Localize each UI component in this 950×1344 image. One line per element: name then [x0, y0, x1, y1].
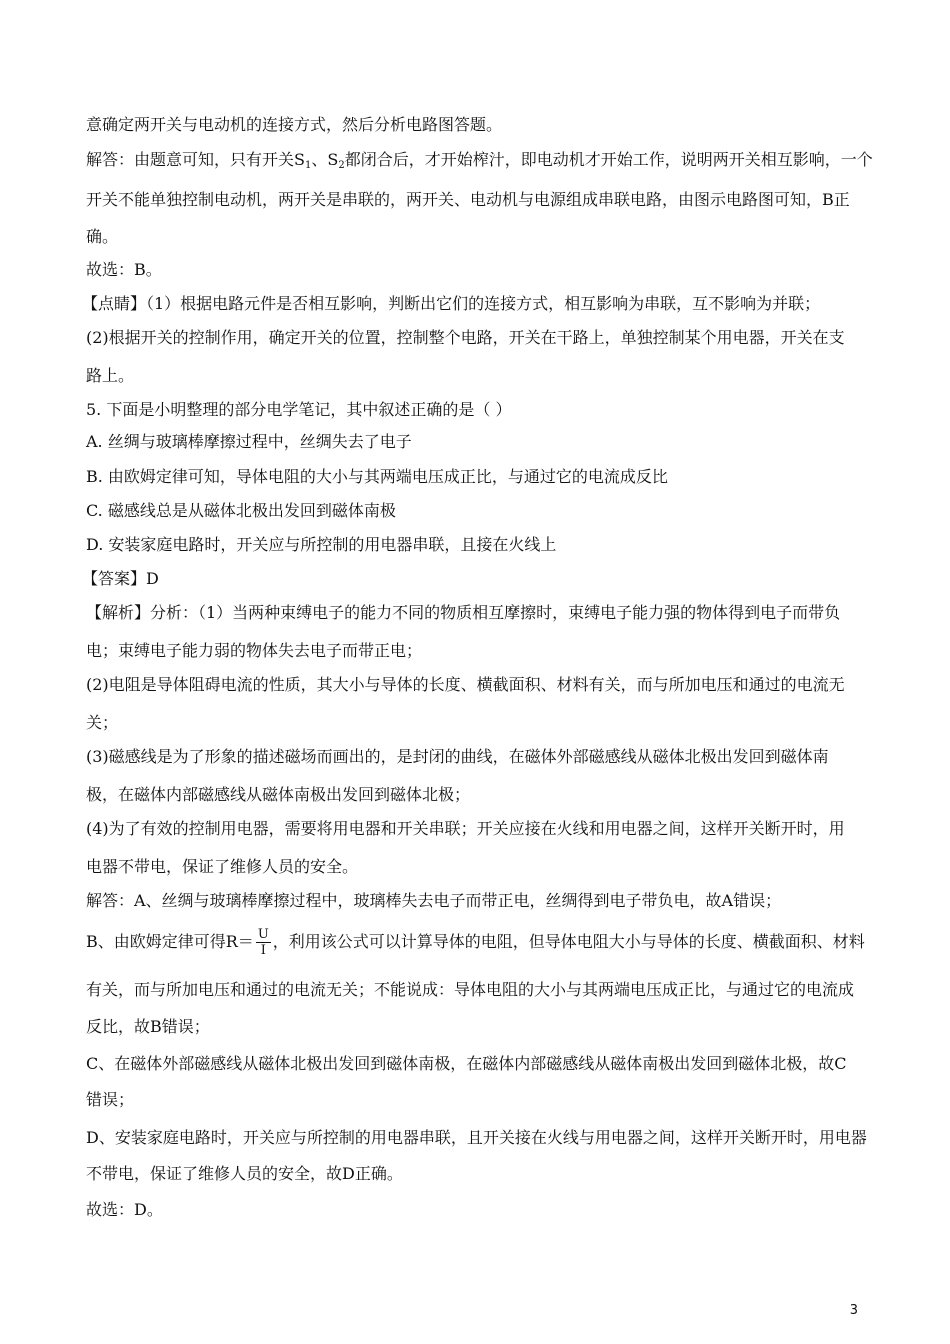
tip-line-1: 【点睛】（1）根据电路元件是否相互影响，判断出它们的连接方式，相互影响为串联，互不影响为并联； [82, 294, 821, 313]
fraction-numerator: U [257, 927, 269, 942]
solution-b [86, 925, 866, 959]
solution-b-line-3: 反比，故B错误； [86, 1017, 210, 1036]
solution-text: B、由欧姆定律可得R＝ [86, 932, 254, 951]
analysis-para-5: (3)磁感线是为了形象的描述磁场而画出的，是封闭的曲线，在磁体外部磁感线从磁体北极出发回到磁体南 [86, 747, 829, 766]
solution-d: D、安装家庭电路时，开关应与所控制的用电器串联，且开关接在火线与用电器之间，这样开关断开时，用电器 [86, 1128, 867, 1147]
question-5: 5. 下面是小明整理的部分电学笔记，其中叙述正确的是（ ） [86, 400, 512, 419]
solution-b-line-2: 有关，而与所加电压和通过的电流无关；不能说成：导体电阻的大小与其两端电压成正比，与通过它的电流成 [86, 980, 855, 999]
option-b: B. 由欧姆定律可知，导体电阻的大小与其两端电压成正比，与通过它的电流成反比 [86, 467, 668, 486]
solution-text: 解答：由题意可知，只有开关S [86, 150, 305, 169]
analysis-para-6: 极，在磁体内部磁感线从磁体南极出发回到磁体北极； [86, 785, 471, 804]
solution-text: 、S [311, 150, 339, 169]
solution-a: 解答：A、丝绸与玻璃棒摩擦过程中，玻璃棒失去电子而带正电，丝绸得到电子带负电，故A错误； [86, 891, 782, 910]
subscript-1: 1 [304, 160, 312, 171]
subscript-2: 2 [338, 160, 345, 171]
fraction-denominator: I [260, 943, 266, 958]
solution-line-3: 确。 [86, 227, 119, 246]
tip-line-3: 路上。 [86, 366, 135, 385]
analysis-para-3: (2)电阻是导体阻碍电流的性质，其大小与导体的长度、横截面积、材料有关，而与所加电压和通过的电流无 [86, 675, 845, 694]
choice-line: 故选：B。 [86, 260, 162, 279]
final-choice: 故选：D。 [86, 1200, 163, 1219]
solution-text: ，利用该公式可以计算导体的电阻，但导体电阻大小与导体的长度、横截面积、材料 [272, 932, 865, 951]
option-d: D. 安装家庭电路时，开关应与所控制的用电器串联，且接在火线上 [86, 535, 557, 554]
analysis-para-1: 【解析】分析：（1）当两种束缚电子的能力不同的物质相互摩擦时，束缚电子能力强的物体得到电子而带负 [86, 603, 841, 622]
analysis-para-2: 电；束缚电子能力弱的物体失去电子而带正电； [86, 641, 423, 660]
solution-text: 都闭合后，才开始榨汁，即电动机才开始工作，说明两开关相互影响，一个 [344, 150, 873, 169]
option-c: C. 磁感线总是从磁体北极出发回到磁体南极 [86, 501, 396, 520]
ohm-formula-fraction [256, 927, 271, 958]
analysis-para-7: (4)为了有效的控制用电器，需要将用电器和开关串联；开关应接在火线和用电器之间，这样开关断开时，用 [86, 819, 845, 838]
analysis-line-1: 意确定两开关与电动机的连接方式，然后分析电路图答题。 [86, 115, 503, 134]
page-number: 3 [849, 1303, 858, 1318]
tip-line-2: (2)根据开关的控制作用，确定开关的位置，控制整个电路，开关在干路上，单独控制某个用电器，开关在支 [86, 328, 845, 347]
analysis-para-4: 关； [86, 713, 119, 732]
solution-d-line-2: 不带电，保证了维修人员的安全，故D正确。 [86, 1164, 403, 1183]
solution-c: C、在磁体外部磁感线从磁体北极出发回到磁体南极，在磁体内部磁感线从磁体南极出发回到磁体北极，故C [86, 1054, 847, 1073]
answer-line: 【答案】D [82, 569, 159, 588]
analysis-para-8: 电器不带电，保证了维修人员的安全。 [86, 857, 359, 876]
option-a: A. 丝绸与玻璃棒摩擦过程中，丝绸失去了电子 [86, 432, 412, 451]
solution-c-line-2: 错误； [86, 1090, 135, 1109]
solution-line-1 [86, 150, 873, 176]
solution-line-2: 开关不能单独控制电动机，两开关是串联的，两开关、电动机与电源组成串联电路，由图示电路图可知，B正 [86, 190, 850, 209]
